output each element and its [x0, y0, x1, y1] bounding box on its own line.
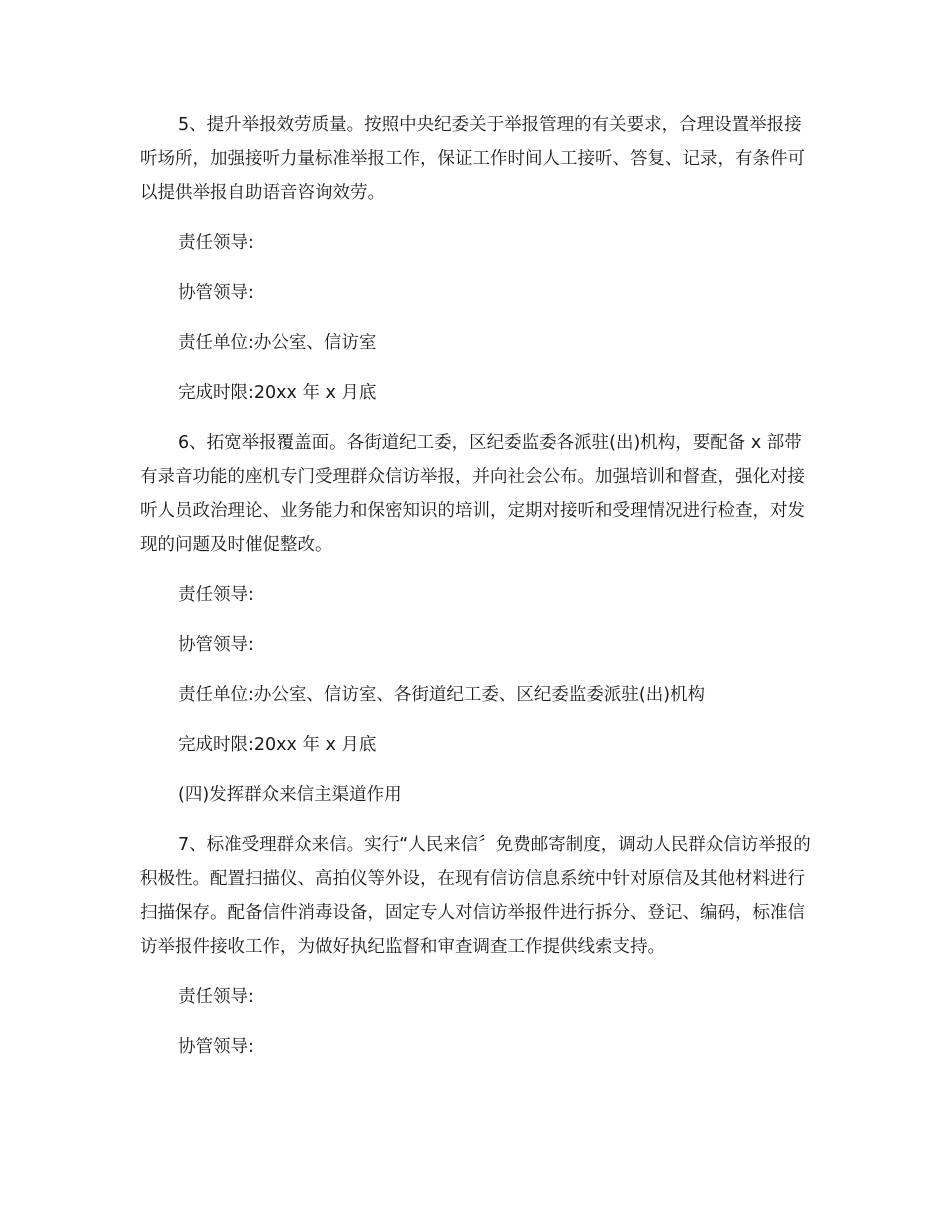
deadline-5: 完成时限:20xx 年 x 月底: [178, 383, 377, 403]
co-leader-6: 协管领导:: [178, 635, 254, 655]
co-leader-5: 协管领导:: [178, 283, 254, 303]
co-leader-7: 协管领导:: [178, 1037, 254, 1057]
responsible-leader-5: 责任领导:: [178, 233, 254, 253]
paragraph-item-6: 6、拓宽举报覆盖面。各街道纪工委，区纪委监委各派驻(出)机构，要配备 x 部带有录音功能的座机专门受理群众信访举报，并向社会公布。加强培训和督查，强化对接听人员政治理论、业务能力和保密知识的培训，定期对接听和受理情况进行检查，对发现的问题及时催促整改。: [140, 433, 805, 555]
document-page: [140, 108, 816, 1064]
responsible-unit-5: 责任单位:办公室、信访室: [178, 333, 377, 353]
responsible-unit-6: 责任单位:办公室、信访室、各街道纪工委、区纪委监委派驻(出)机构: [178, 685, 706, 705]
responsible-leader-7: 责任领导:: [178, 987, 254, 1007]
section-heading-4: (四)发挥群众来信主渠道作用: [178, 785, 402, 805]
responsible-leader-6: 责任领导:: [178, 585, 254, 605]
deadline-6: 完成时限:20xx 年 x 月底: [178, 735, 377, 755]
paragraph-item-7: 7、标准受理群众来信。实行“人民来信〞免费邮寄制度，调动人民群众信访举报的积极性。配置扫描仪、高拍仪等外设，在现有信访信息系统中针对原信及其他材料进行扫描保存。配备信件消毒设备，固定专人对信访举报件进行拆分、登记、编码，标准信访举报件接收工作，为做好执纪监督和审查调查工作提供线索支持。: [140, 835, 811, 957]
paragraph-item-5: 5、提升举报效劳质量。按照中央纪委关于举报管理的有关要求，合理设置举报接听场所，加强接听力量标准举报工作，保证工作时间人工接听、答复、记录，有条件可以提供举报自助语音咨询效劳。: [140, 115, 805, 203]
